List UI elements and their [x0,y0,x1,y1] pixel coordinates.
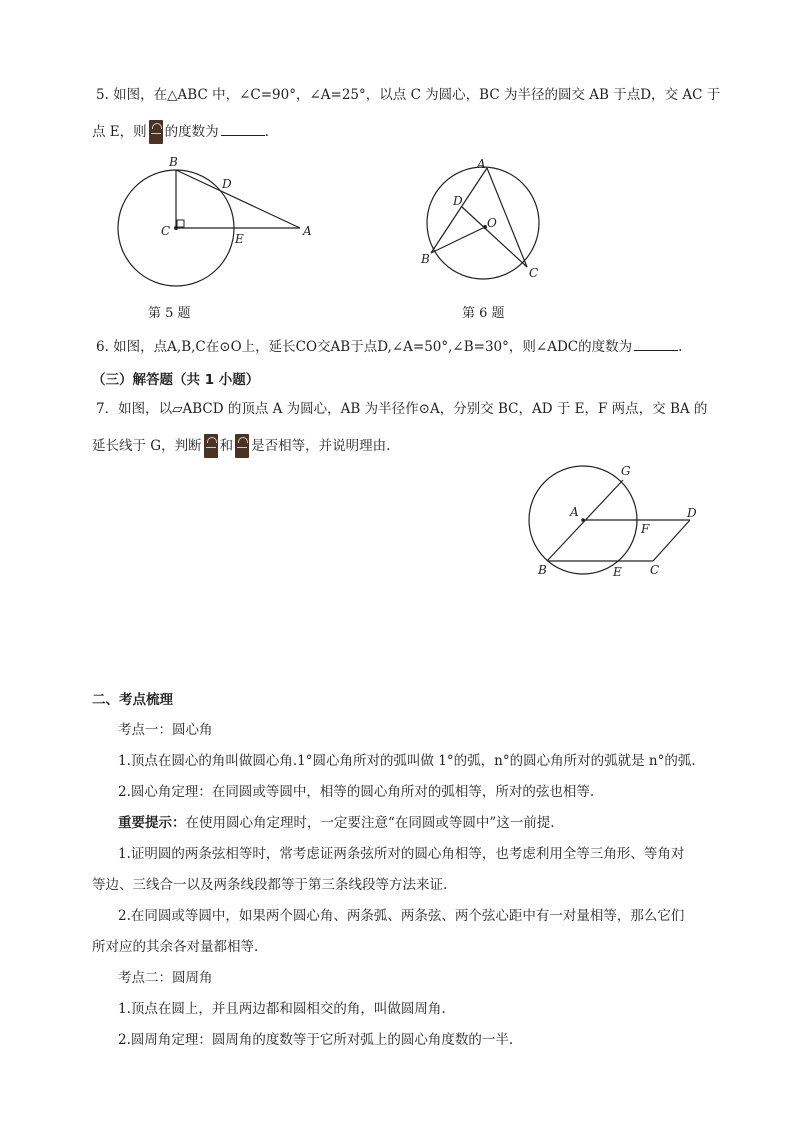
figure-q7 [525,458,715,583]
q5-line2-post: 的度数为 [164,124,219,140]
section2-heading: 二、考点梳理 [92,692,173,708]
label-a: A [303,224,312,238]
label-d: D [453,194,463,208]
label-e: E [613,565,622,579]
q6-line: 6. 如图，点A,B,C在⊙O上，延长CO交AB于点D,∠A=50°,∠B=30°，则∠ADC的度数为 [96,339,633,355]
q7-line1: 7．如图，以▱ABCD 的顶点 A 为圆心，AB 为半径作⊙A，分别交 BC，AD 于 E，F 两点，交 BA 的 [96,401,708,417]
q7-line2-post: 是否相等，并说明理由. [251,438,391,454]
label-a: A [477,157,486,171]
segment-ab [176,170,300,228]
label-d: D [687,506,697,520]
segment-ab [431,168,487,253]
arc-icon [204,434,218,458]
tip-line [118,811,555,831]
answer-blank [634,338,678,351]
q6-text: 6. 如图，点A,B,C在⊙O上，延长CO交AB于点D,∠A=50°,∠B=30°，则∠ADC的度数为 . [96,339,683,355]
figure-q5 [100,150,330,300]
q7-line2 [92,434,390,458]
tip-label: 重要提示： [118,815,186,831]
label-f: F [641,522,650,536]
center-dot [174,226,178,230]
t2-line2: 所对应的其余各对量都相等. [92,939,259,955]
t1-line2: 等边、三线合一以及两条线段都等于第三条线段等方法来证. [92,877,448,893]
point1-p1: 1.顶点在圆心的角叫做圆心角.1°圆心角所对的弧叫做 1°的弧，n°的圆心角所对的弧就是 n°的弧. [118,753,696,769]
answer-blank [221,123,265,136]
q7-line2-mid: 和 [219,438,234,454]
label-b: B [421,252,430,266]
label-a: A [570,505,579,519]
section3-heading: （三）解答题（共 1 小题） [92,372,260,388]
label-e: E [235,232,244,246]
caption-q6: 第 6 题 [462,306,505,321]
point2-q2: 2.圆周角定理：圆周角的度数等于它所对弧上的圆心角度数的一半. [118,1032,514,1048]
point2-title: 考点二：圆周角 [118,970,213,986]
center-dot [581,518,585,522]
segment-dc [653,520,690,561]
label-d: D [222,177,232,191]
label-b: B [169,155,178,169]
arc-icon [235,434,249,458]
label-o: O [487,216,497,230]
q5-line2-pre: 点 E，则 [92,124,147,140]
right-angle-mark [177,220,184,227]
t1-line1: 1.证明圆的两条弦相等时，常考虑证两条弦所对的圆心角相等，也考虑利用全等三角形、等角对 [118,846,685,862]
p2-post: ，相等的圆心角所对的弧相等，所对的弦也相等. [306,784,595,800]
point1-title: 考点一：圆心角 [118,722,213,738]
point2-q1: 1.顶点在圆上，并且两边都和圆相交的角，叫做圆周角. [118,1001,446,1017]
caption-q5: 第 5 题 [148,306,191,321]
q5-line1: 5. 如图，在△ABC 中，∠C=90°，∠A=25°，以点 C 为圆心，BC 为半径的圆交 AB 于点D，交 AC 于 [96,87,721,103]
tip-text: 在使用圆心角定理时，一定要注意“在同圆或等圆中”这一前提. [185,815,555,831]
label-b: B [538,563,547,577]
q5-line2: 点 E，则 的度数为 . [92,120,269,144]
point1-p2 [118,780,594,800]
label-g: G [621,464,631,478]
arc-icon [149,120,163,144]
figure-q6 [415,155,555,285]
q7-line2-pre: 延长线于 G，判断 [92,438,202,454]
label-c: C [529,266,539,280]
p2-pre: 2.圆心角定理：在同圆或等圆中 [118,784,307,800]
label-c: C [650,563,660,577]
label-c: C [161,224,171,238]
t2-line1: 2.在同圆或等圆中，如果两个圆心角、两条弧、两条弦、两个弦心距中有一对量相等，那么它们 [118,908,685,924]
